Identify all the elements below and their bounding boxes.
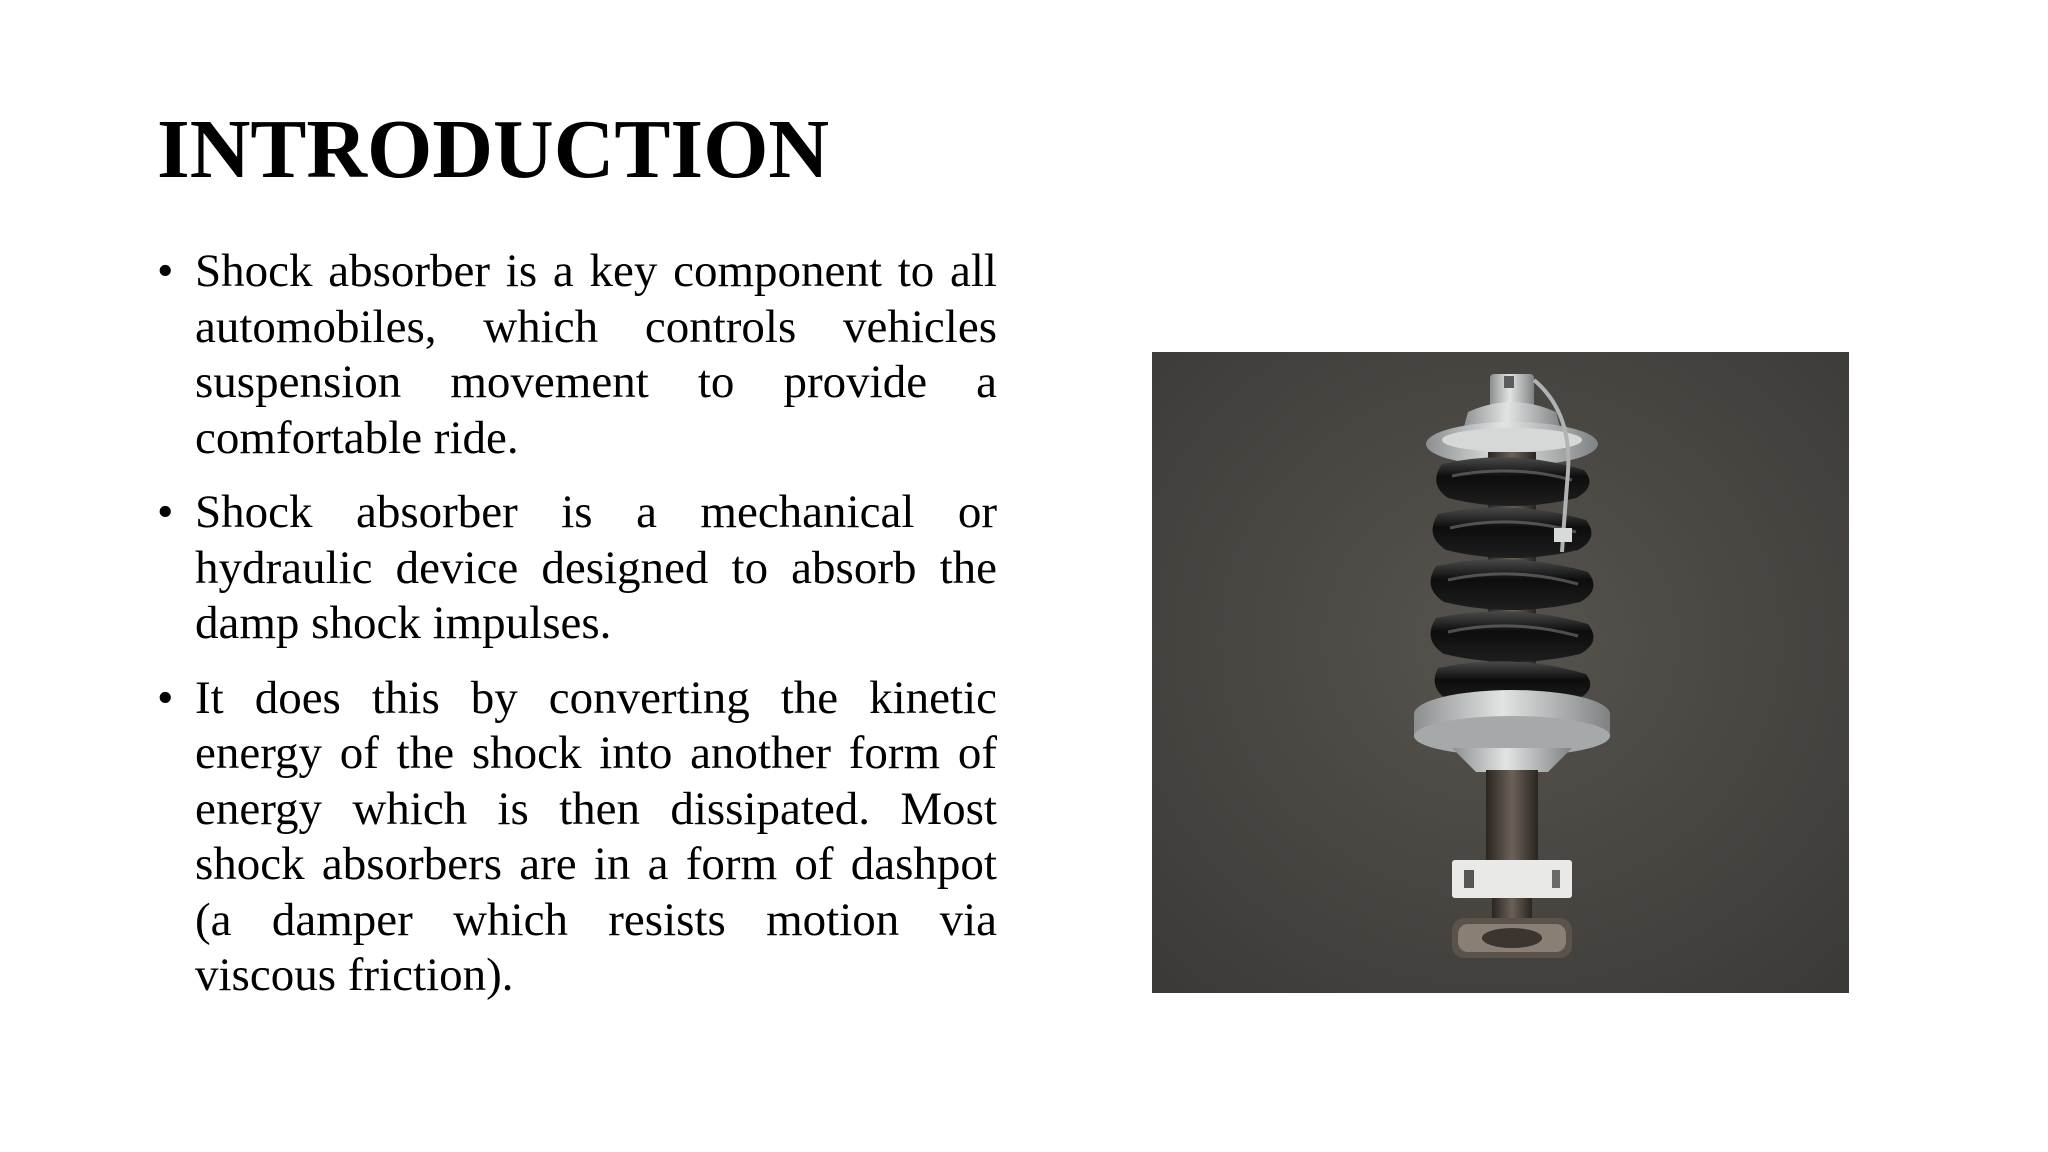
bullet-text: Shock absorber is a key component to all automobiles, which controls vehicles suspension movement to provide a comfortable ride.: [195, 245, 997, 464]
bullet-symbol: •: [157, 671, 174, 724]
slide-title: INTRODUCTION: [157, 103, 830, 196]
bullet-symbol: •: [157, 486, 174, 538]
shock-absorber-illustration: [1152, 352, 1849, 993]
bullet-text: It does this by converting the kinetic energy of the shock into another form of energy which is then dissipated. Most shock absorbers are in a form of dashpot (a damper which resists motion via viscous friction).: [195, 671, 997, 1001]
coil-spring: [1431, 457, 1594, 707]
shock-absorber-photo: [1152, 352, 1849, 993]
bullet-symbol: •: [157, 245, 174, 297]
label-band: [1452, 860, 1572, 898]
bullet-text: Shock absorber is a mechanical or hydraulic device designed to absorb the damp shock impulses.: [195, 486, 997, 649]
bullet-list: [157, 244, 997, 1023]
lower-shaft: [1486, 770, 1538, 870]
bullet-item: [157, 244, 997, 466]
bullet-item: [157, 485, 997, 652]
clip-tab: [1554, 528, 1572, 542]
bullet-item: [157, 671, 997, 1004]
bottom-mount: [1452, 918, 1572, 958]
